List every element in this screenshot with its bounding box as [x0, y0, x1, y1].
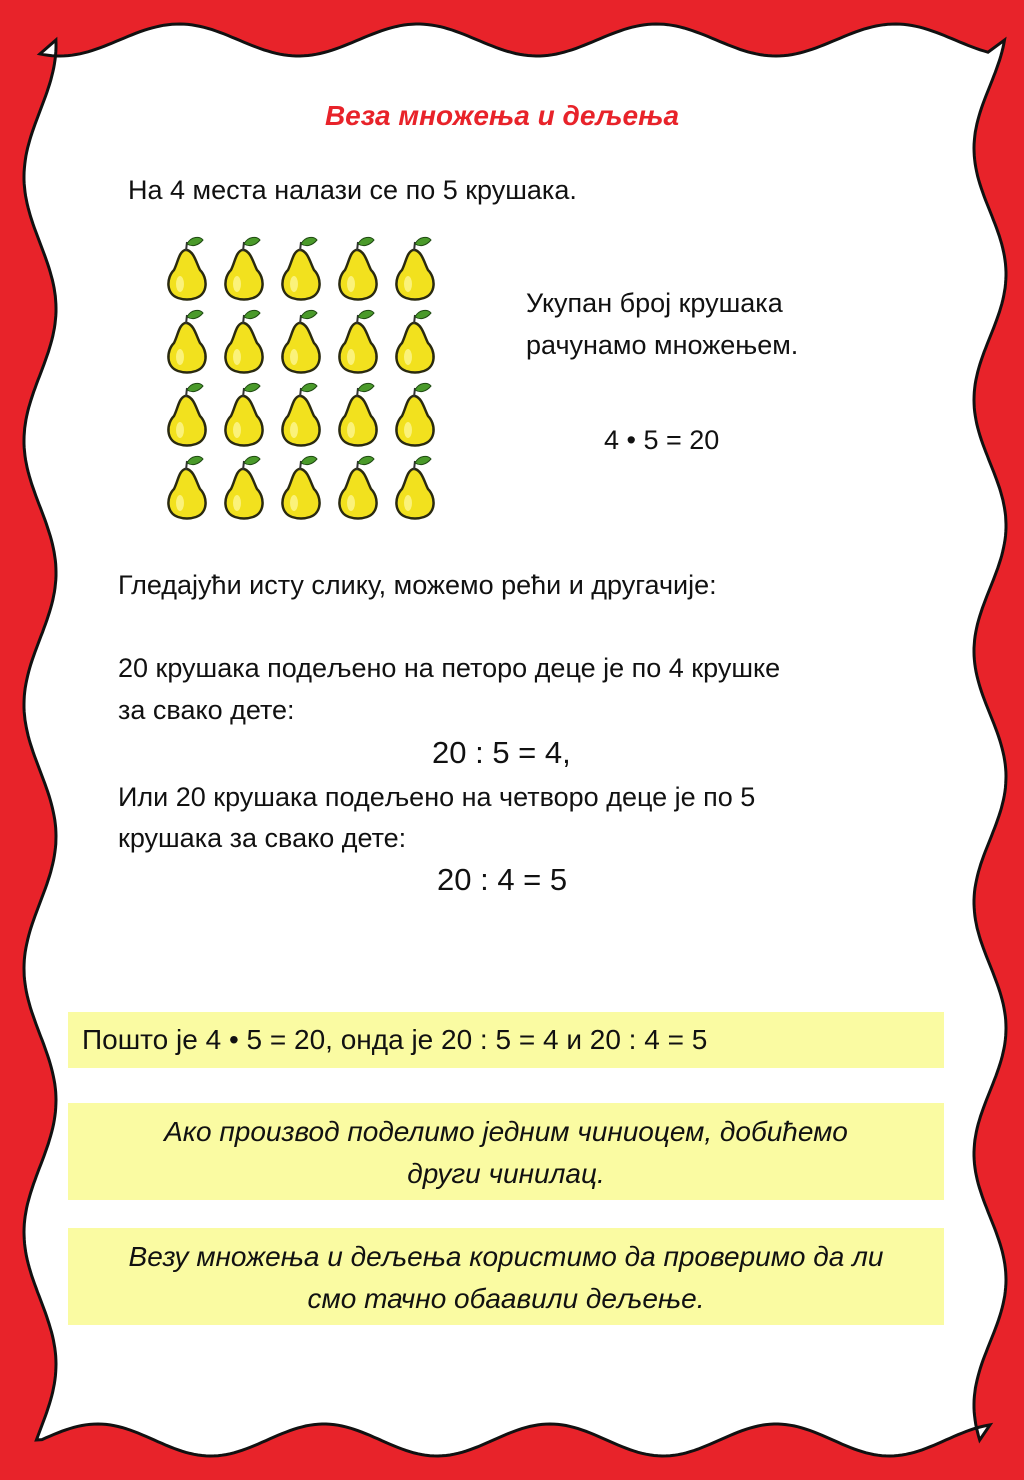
pear-grid: [160, 232, 445, 522]
multiplication-equation: 4 • 5 = 20: [604, 425, 720, 455]
division1-line1: 20 крушака подељено на петоро деце је по 4 крушке: [118, 653, 781, 683]
pear-icon: [339, 237, 376, 299]
pear-icon: [282, 456, 319, 518]
division1-line2: за свако дете:: [118, 695, 295, 725]
rule2-line2: смо тачно обаавили дељење.: [307, 1283, 705, 1314]
pear-icon: [396, 310, 433, 372]
pear-icon: [225, 310, 262, 372]
division2-equation: 20 : 4 = 5: [437, 862, 568, 897]
summary-box: [68, 1012, 944, 1068]
pear-icon: [225, 383, 262, 445]
pear-icon: [339, 456, 376, 518]
pear-icon: [339, 383, 376, 445]
rule1-line1: Ако производ поделимо једним чиниоцем, добићемо: [164, 1116, 848, 1147]
intro-text: На 4 места налази се по 5 крушака.: [128, 175, 577, 205]
pear-icon: [225, 456, 262, 518]
pear-icon: [282, 237, 319, 299]
page-title: Веза множења и дељења: [324, 100, 680, 131]
multiplication-note-line2: рачунамо множењем.: [526, 330, 799, 360]
rule1-line2: други чинилац.: [407, 1158, 605, 1189]
pear-icon: [168, 456, 205, 518]
division2-line1: Или 20 крушака подељено на четворо деце је по 5: [118, 782, 756, 812]
division2-line2: крушака за свако дете:: [118, 823, 407, 853]
rule2-box: [68, 1228, 944, 1325]
pear-icon: [396, 456, 433, 518]
pear-icon: [168, 383, 205, 445]
pear-icon: [282, 310, 319, 372]
division1-equation: 20 : 5 = 4,: [432, 735, 571, 770]
pear-icon: [396, 237, 433, 299]
summary-text: Пошто је 4 • 5 = 20, онда је 20 : 5 = 4 и 20 : 4 = 5: [82, 1024, 708, 1055]
pear-icon: [168, 237, 205, 299]
rule2-line1: Везу множења и дељења користимо да проверимо да ли: [128, 1241, 884, 1272]
pear-icon: [339, 310, 376, 372]
pear-icon: [282, 383, 319, 445]
pear-icon: [168, 310, 205, 372]
pear-icon: [225, 237, 262, 299]
rule1-box: [68, 1103, 944, 1200]
pear-icon: [396, 383, 433, 445]
multiplication-note-line1: Укупан број крушака: [526, 288, 783, 318]
alt-view-text: Гледајући исту слику, можемо рећи и другачије:: [118, 570, 717, 600]
